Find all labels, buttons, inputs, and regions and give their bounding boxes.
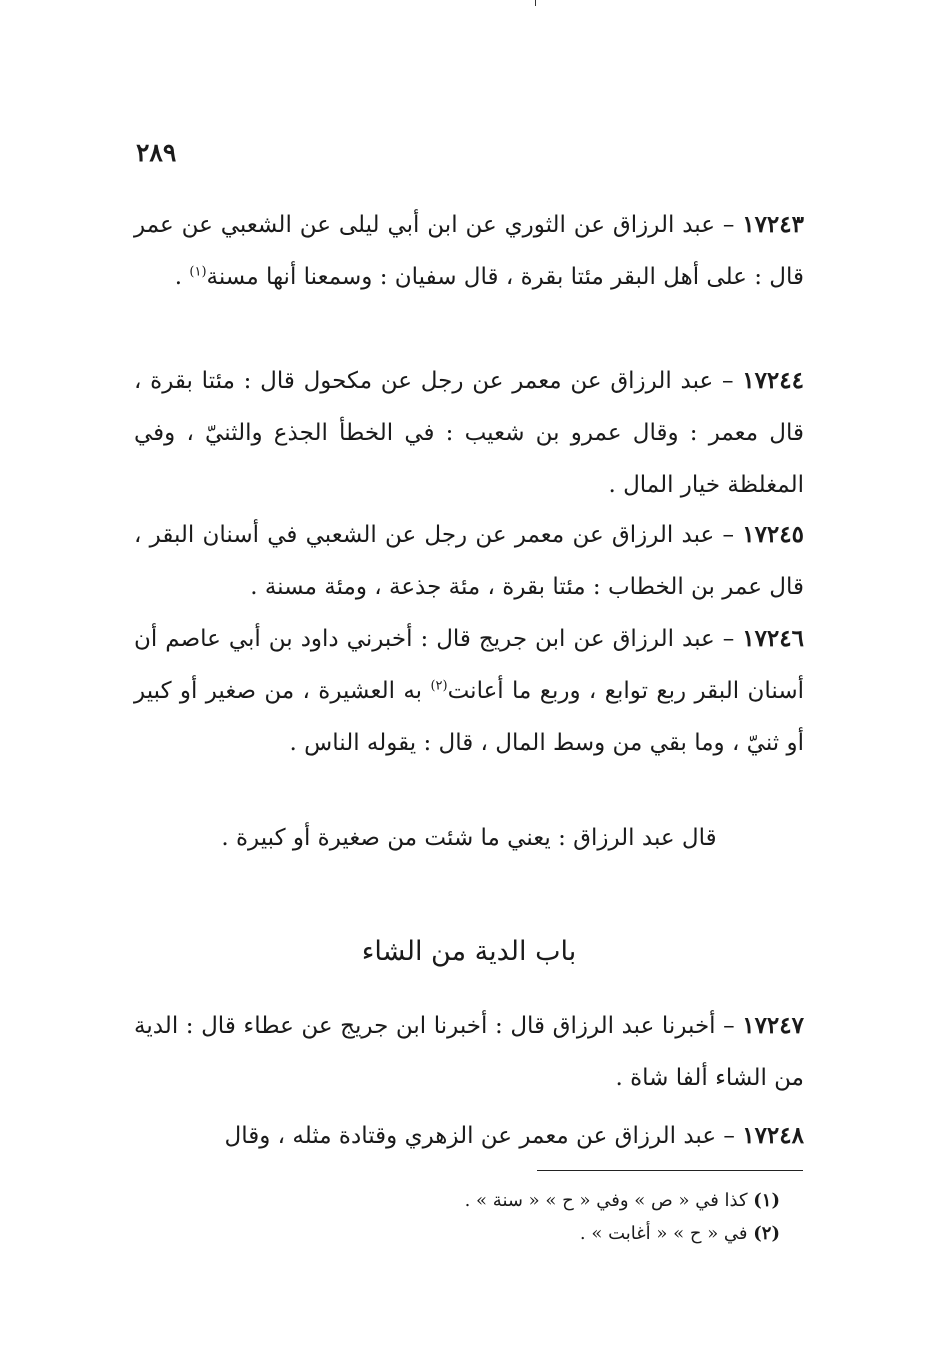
footnote-marker: (١) — [753, 1190, 780, 1211]
editor-comment: قال عبد الرزاق : يعني ما شئت من صغيرة أو كبيرة . — [221, 825, 717, 851]
hadith-entry-17243 — [134, 199, 804, 303]
top-mark — [535, 0, 536, 6]
hadith-entry-17245 — [134, 509, 804, 613]
hadith-entry-17247 — [134, 1000, 804, 1104]
hadith-entry-17246 — [134, 613, 804, 769]
entry-number: ١٧٢٤٨ — [742, 1122, 804, 1149]
footnote-divider — [537, 1170, 803, 1171]
entry-text: – عبد الرزاق عن ابن جريج قال : أخبرني داود بن أبي عاصم أن أسنان البقر ربع توابع ، وربع ما أعانت — [134, 626, 804, 704]
entry-text: – عبد الرزاق عن معمر عن الزهري وقتادة مثله ، وقال — [224, 1123, 743, 1149]
hadith-entry-17248 — [134, 1110, 804, 1162]
entry-number: ١٧٢٤٦ — [742, 625, 804, 652]
hadith-entry-17244 — [134, 355, 804, 511]
entry-number: ١٧٢٤٥ — [742, 521, 804, 548]
footnote-ref[interactable]: (١) — [189, 264, 207, 280]
entry-number: ١٧٢٤٤ — [742, 367, 804, 394]
page-number: ٢٨٩ — [136, 138, 177, 167]
entry-tail: . — [174, 264, 190, 290]
chapter-heading: باب الدية من الشاء — [361, 936, 577, 967]
footnote-ref[interactable]: (٢) — [430, 678, 448, 694]
footnote-1 — [380, 1184, 780, 1217]
footnotes — [380, 1184, 780, 1250]
entry-text: – عبد الرزاق عن الثوري عن ابن أبي ليلى عن الشعبي عن عمر قال : على أهل البقر مئتا بقرة ، قال سفيان : وسمعنا أنها مسنة — [134, 212, 804, 290]
footnote-text: كذا في « ص » وفي « ح » « سنة » . — [464, 1190, 754, 1211]
entry-text: – عبد الرزاق عن معمر عن رجل عن الشعبي في أسنان البقر ، قال عمر بن الخطاب : مئتا بقرة ، مئة جذعة ، ومئة مسنة . — [134, 522, 804, 600]
entry-tail: به العشيرة ، من صغير أو كبير أو ثنيّ ، وما بقي من وسط المال ، قال : يقوله الناس . — [134, 678, 804, 756]
footnote-text: في « ح » « أغابت » . — [579, 1223, 754, 1244]
entry-number: ١٧٢٤٧ — [742, 1012, 804, 1039]
footnote-marker: (٢) — [753, 1223, 780, 1244]
entry-text: – عبد الرزاق عن معمر عن رجل عن مكحول قال : مئتا بقرة ، قال معمر : وقال عمرو بن شعيب : في الخطأ الجذع والثنيّ ، وفي المغلظة خيار المال . — [134, 368, 804, 498]
entry-text: – أخبرنا عبد الرزاق قال : أخبرنا ابن جريج عن عطاء قال : الدية من الشاء ألفا شاة . — [134, 1013, 804, 1091]
entry-number: ١٧٢٤٣ — [742, 211, 804, 238]
footnote-2 — [380, 1217, 780, 1250]
